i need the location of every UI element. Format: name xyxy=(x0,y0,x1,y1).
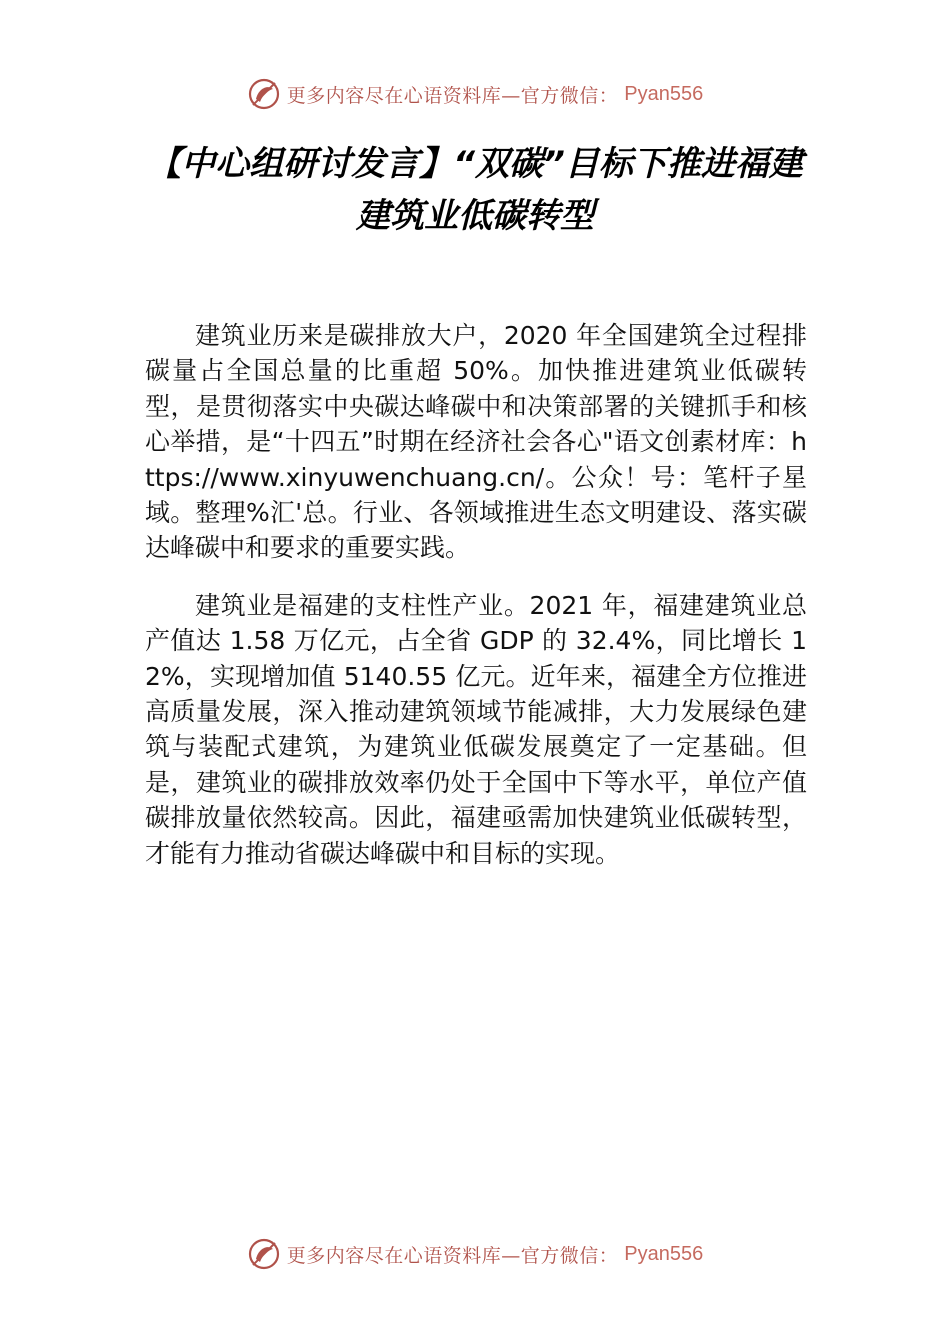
watermark-wechat-id: Pyan556 xyxy=(624,82,704,105)
footer-watermark xyxy=(0,1232,950,1276)
brand-logo-icon xyxy=(247,1237,281,1271)
watermark-text: 更多内容尽在心语资料库—官方微信： xyxy=(286,84,619,107)
header-watermark xyxy=(0,72,950,116)
document-title: 【中心组研讨发言】“双碳”目标下推进福建建筑业低碳转型 xyxy=(147,144,803,236)
body-paragraph: 建筑业历来是碳排放大户，2020 年全国建筑全过程排碳量占全国总量的比重超 50%。加快推进建筑业低碳转型，是贯彻落实中央碳达峰碳中和决策部署的关键抓手和核心举措，是“十四五”时期在经济社会各心"语文创素材库：https://www.xinyuwenchuang.cn/。公众！号：笔杆子星域。整理%汇'总。行业、各领域推进生态文明建设、落实碳达峰碳中和要求的重要实践。 xyxy=(145,321,807,563)
watermark-text: 更多内容尽在心语资料库—官方微信： xyxy=(286,1244,619,1267)
body-paragraph: 建筑业是福建的支柱性产业。2021 年，福建建筑业总产值达 1.58 万亿元，占全省 GDP 的 32.4%，同比增长 12%，实现增加值 5140.55 亿元。近年来，福建全方位推进高质量发展，深入推动建筑领域节能减排，大力发展绿色建筑与装配式建筑，为建筑业低碳发展奠定了一定基础。但是，建筑业的碳排放效率仍处于全国中下等水平，单位产值碳排放量依然较高。因此，福建亟需加快建筑业低碳转型，才能有力推动省碳达峰碳中和目标的实现。 xyxy=(145,590,807,868)
brand-logo-icon xyxy=(247,77,281,111)
watermark-wechat-id: Pyan556 xyxy=(624,1242,704,1265)
document-body xyxy=(145,318,807,893)
